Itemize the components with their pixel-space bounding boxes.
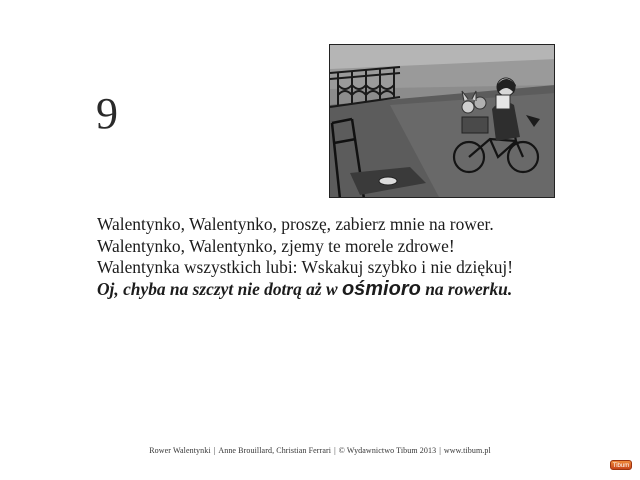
footer-website[interactable]: www.tibum.pl [443,446,491,455]
footer-separator: | [213,446,216,455]
footer-separator: | [334,446,336,455]
next-page-button[interactable]: Tibum [610,460,632,470]
footer-title: Rower Walentynki [149,446,211,455]
verse-emphasis-word: ośmioro [341,277,421,300]
verse-line-3: Walentynka wszystkich lubi: Wskakuj szybko i nie dziękuj! [97,257,514,277]
verse-line-1: Walentynko, Walentynko, proszę, zabierz mnie na rower. [97,214,494,234]
verse-line-4 [97,279,567,301]
bicycle-scene-icon [330,45,555,198]
footer-credits [0,446,640,455]
verse-line-2: Walentynko, Walentynko, zjemy te morele zdrowe! [97,235,455,256]
footer-publisher: © Wydawnictwo Tibum 2013 [338,446,437,455]
illustration-image [329,44,555,198]
page-number: 9 [96,89,118,138]
footer-separator: | [439,446,441,455]
verse-line-4-start: Oj, chyba na szczyt nie dotrą aż w [97,278,342,299]
footer-authors: Anne Brouillard, Christian Ferrari [218,446,332,455]
verse-text [97,214,567,300]
verse-line-4-end: na rowerku. [420,278,513,299]
